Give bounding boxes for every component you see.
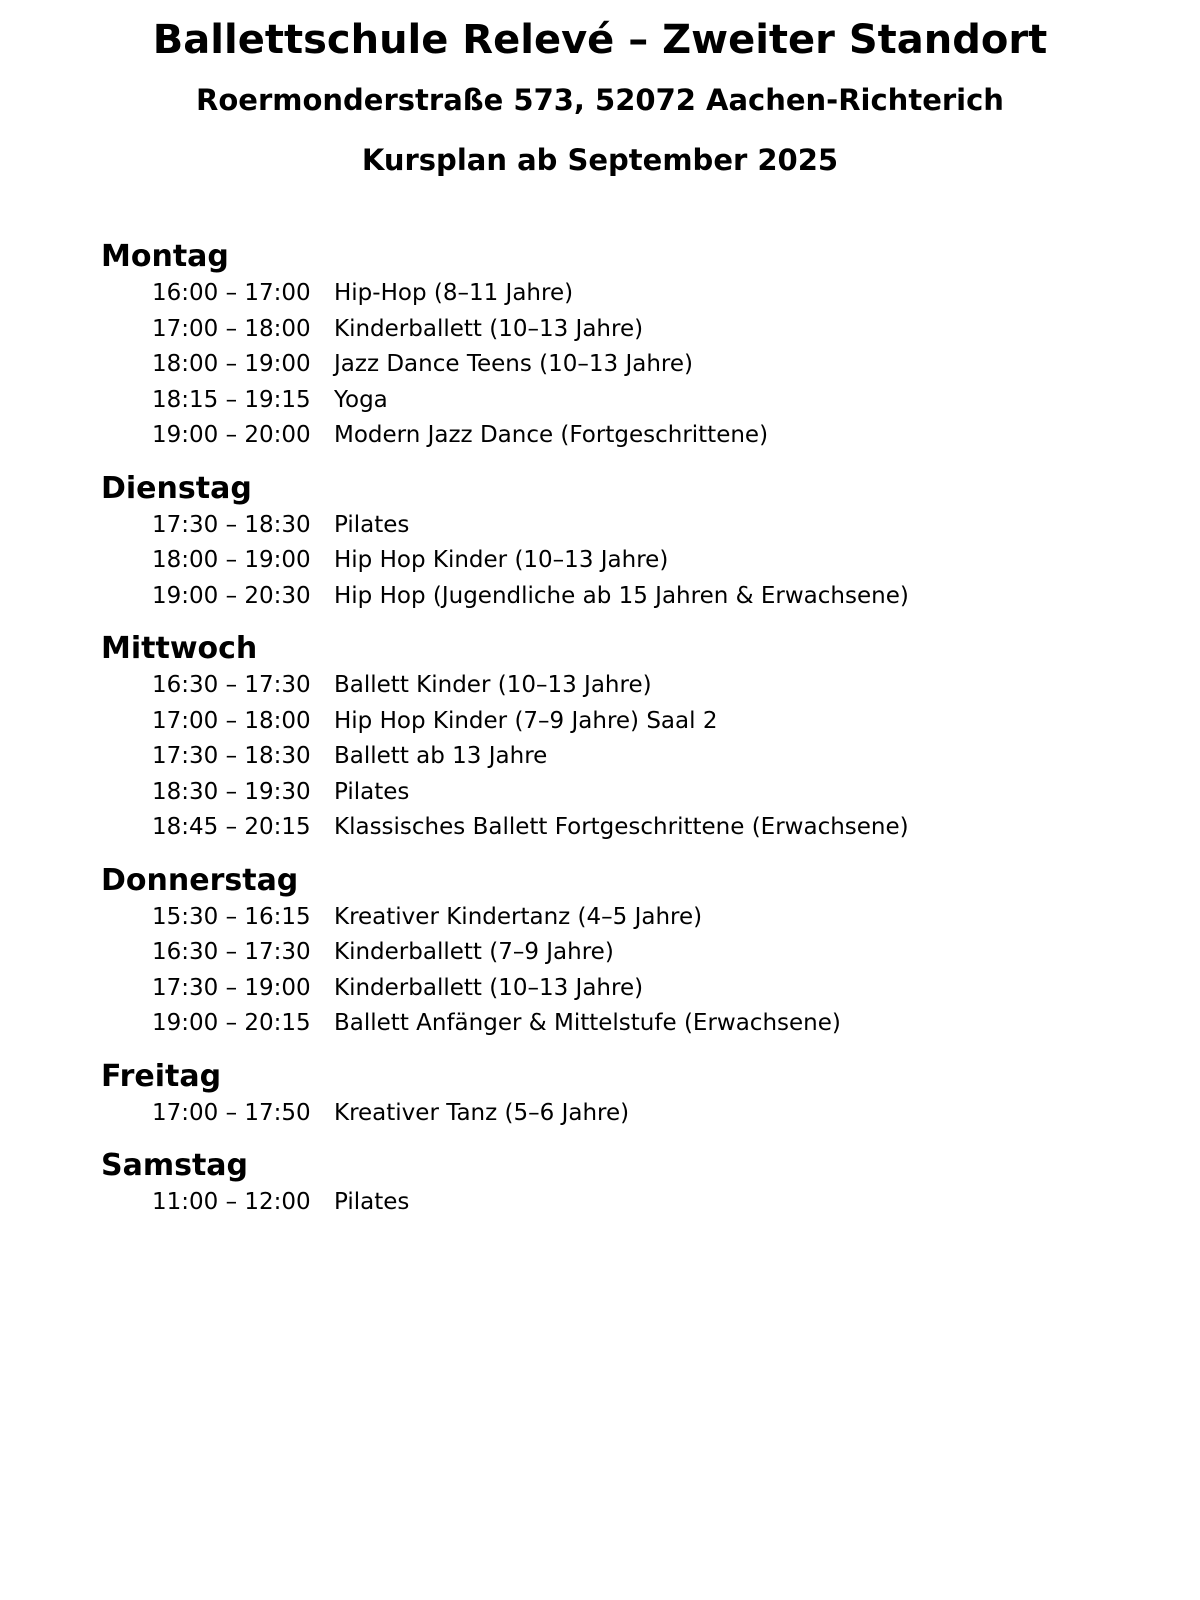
day-section-montag xyxy=(101,238,1151,454)
class-time: 17:30 – 19:00 xyxy=(152,974,311,1001)
class-entry xyxy=(152,418,1151,454)
class-entry xyxy=(152,1185,1151,1221)
class-time: 19:00 – 20:30 xyxy=(152,582,311,609)
class-time: 11:00 – 12:00 xyxy=(152,1189,311,1215)
day-section-samstag xyxy=(101,1147,1151,1221)
class-entry xyxy=(152,276,1151,312)
class-entry xyxy=(152,775,1151,811)
class-name: Ballett ab 13 Jahre xyxy=(334,743,548,769)
class-name: Pilates xyxy=(334,1189,410,1215)
class-name: Pilates xyxy=(334,511,410,538)
class-name: Kreativer Tanz (5–6 Jahre) xyxy=(334,1099,630,1126)
class-entry xyxy=(152,971,1151,1007)
class-time: 19:00 – 20:00 xyxy=(152,422,311,448)
day-heading: Dienstag xyxy=(101,470,252,506)
day-section-dienstag xyxy=(101,470,1151,615)
class-name: Ballett Anfänger & Mittelstufe (Erwachsene) xyxy=(334,1010,841,1036)
class-entry xyxy=(152,347,1151,383)
class-entry xyxy=(152,312,1151,348)
class-time: 15:30 – 16:15 xyxy=(152,903,311,930)
class-name: Klassisches Ballett Fortgeschrittene (Erwachsene) xyxy=(334,814,909,840)
class-name: Hip Hop Kinder (7–9 Jahre) Saal 2 xyxy=(334,707,718,734)
class-name: Kinderballett (7–9 Jahre) xyxy=(334,939,614,965)
day-heading: Montag xyxy=(101,239,229,274)
class-time: 17:00 – 18:00 xyxy=(152,707,311,734)
class-time: 17:00 – 18:00 xyxy=(152,315,311,342)
class-time: 17:00 – 17:50 xyxy=(152,1099,311,1126)
course-schedule xyxy=(101,238,1151,1237)
class-name: Hip-Hop (8–11 Jahre) xyxy=(334,280,574,306)
day-section-mittwoch xyxy=(101,630,1151,846)
class-entry xyxy=(152,739,1151,775)
day-heading: Donnerstag xyxy=(101,862,299,898)
class-time: 16:30 – 17:30 xyxy=(152,939,311,965)
class-name: Hip Hop Kinder (10–13 Jahre) xyxy=(334,547,669,573)
class-name: Pilates xyxy=(334,778,410,805)
class-name: Kinderballett (10–13 Jahre) xyxy=(334,315,644,342)
class-name: Kreativer Kindertanz (4–5 Jahre) xyxy=(334,903,703,930)
schedule-subtitle: Kursplan ab September 2025 xyxy=(361,143,839,177)
class-entry xyxy=(152,383,1151,419)
class-entry xyxy=(152,900,1151,936)
day-heading: Samstag xyxy=(101,1148,249,1183)
class-entry xyxy=(152,508,1151,544)
class-time: 16:30 – 17:30 xyxy=(152,672,311,698)
page-title: Ballettschule Relevé – Zweiter Standort xyxy=(152,17,1048,63)
class-entry xyxy=(152,935,1151,971)
class-time: 17:30 – 18:30 xyxy=(152,511,311,538)
class-name: Yoga xyxy=(334,386,388,413)
class-entry xyxy=(152,579,1151,615)
class-entry xyxy=(152,810,1151,846)
day-section-donnerstag xyxy=(101,862,1151,1042)
class-name: Jazz Dance Teens (10–13 Jahre) xyxy=(334,351,693,377)
class-entry xyxy=(152,543,1151,579)
day-heading: Freitag xyxy=(101,1058,222,1094)
class-entry xyxy=(152,1096,1151,1132)
day-section-freitag xyxy=(101,1058,1151,1132)
class-time: 17:30 – 18:30 xyxy=(152,743,311,769)
class-time: 18:15 – 19:15 xyxy=(152,386,311,413)
class-entry xyxy=(152,1006,1151,1042)
class-entry xyxy=(152,704,1151,740)
class-name: Ballett Kinder (10–13 Jahre) xyxy=(334,672,652,698)
class-time: 18:30 – 19:30 xyxy=(152,778,311,805)
class-entry xyxy=(152,668,1151,704)
class-name: Hip Hop (Jugendliche ab 15 Jahren & Erwachsene) xyxy=(334,582,909,609)
class-time: 18:00 – 19:00 xyxy=(152,547,311,573)
class-time: 18:45 – 20:15 xyxy=(152,814,311,840)
day-heading: Mittwoch xyxy=(101,631,258,666)
class-name: Modern Jazz Dance (Fortgeschrittene) xyxy=(334,422,769,448)
class-time: 19:00 – 20:15 xyxy=(152,1010,311,1036)
address: Roermonderstraße 573, 52072 Aachen-Richterich xyxy=(196,83,1004,117)
class-name: Kinderballett (10–13 Jahre) xyxy=(334,974,644,1001)
class-time: 18:00 – 19:00 xyxy=(152,351,311,377)
class-time: 16:00 – 17:00 xyxy=(152,280,311,306)
